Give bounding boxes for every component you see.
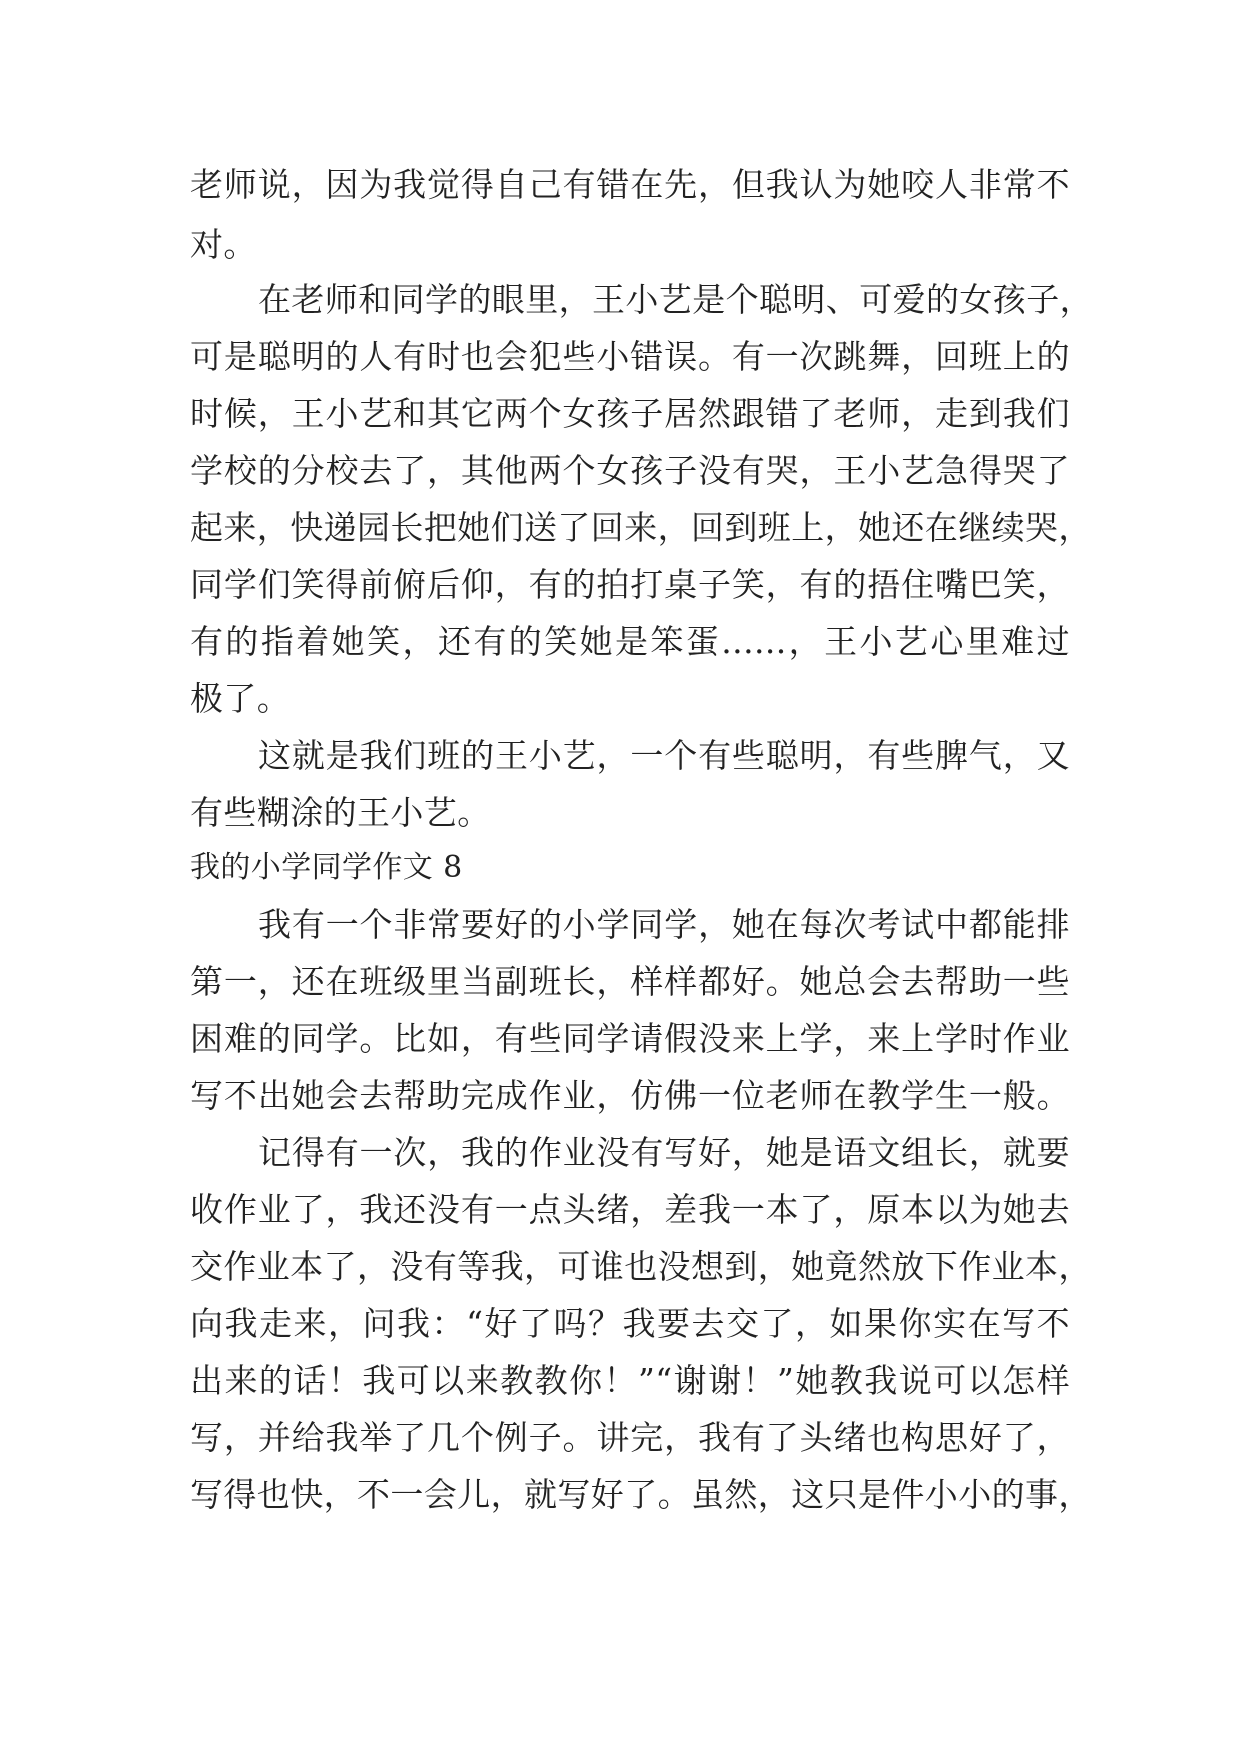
text-line: 收作业了，我还没有一点头绪，差我一本了，原本以为她去 xyxy=(190,1190,1070,1229)
text-line: 有的指着她笑，还有的笑她是笨蛋......，王小艺心里难过 xyxy=(190,622,1070,661)
text-line: 出来的话！我可以来教教你！”“谢谢！”她教我说可以怎样 xyxy=(190,1361,1070,1400)
text-line: 这就是我们班的王小艺，一个有些聪明，有些脾气，又 xyxy=(258,736,1070,775)
text-line: 学校的分校去了，其他两个女孩子没有哭，王小艺急得哭了 xyxy=(190,451,1070,490)
text-line: 时候，王小艺和其它两个女孩子居然跟错了老师，走到我们 xyxy=(190,394,1070,433)
text-line: 写不出她会去帮助完成作业，仿佛一位老师在教学生一般。 xyxy=(190,1076,1070,1115)
text-line: 困难的同学。比如，有些同学请假没来上学，来上学时作业 xyxy=(190,1019,1070,1058)
text-line: 有些糊涂的王小艺。 xyxy=(190,793,491,832)
text-line: 交作业本了，没有等我，可谁也没想到，她竟然放下作业本， xyxy=(190,1247,1092,1286)
section-heading: 我的小学同学作文 8 xyxy=(190,850,463,885)
text-line: 在老师和同学的眼里，王小艺是个聪明、可爱的女孩子， xyxy=(258,280,1093,319)
text-line: 对。 xyxy=(190,225,257,264)
text-line: 第一，还在班级里当副班长，样样都好。她总会去帮助一些 xyxy=(190,962,1070,1001)
text-line: 写，并给我举了几个例子。讲完，我有了头绪也构思好了， xyxy=(190,1418,1070,1457)
text-line: 写得也快，不一会儿，就写好了。虽然，这只是件小小的事， xyxy=(190,1475,1092,1514)
text-line: 可是聪明的人有时也会犯些小错误。有一次跳舞，回班上的 xyxy=(190,337,1070,376)
text-line: 向我走来，问我：“好了吗？我要去交了，如果你实在写不 xyxy=(190,1304,1070,1343)
text-line: 我有一个非常要好的小学同学，她在每次考试中都能排 xyxy=(258,905,1070,944)
text-line: 记得有一次，我的作业没有写好，她是语文组长，就要 xyxy=(258,1133,1070,1172)
text-line: 起来，快递园长把她们送了回来，回到班上，她还在继续哭， xyxy=(190,508,1092,547)
text-line: 老师说，因为我觉得自己有错在先，但我认为她咬人非常不 xyxy=(190,165,1070,204)
text-line: 同学们笑得前俯后仰，有的拍打桌子笑，有的捂住嘴巴笑， xyxy=(190,565,1070,604)
text-line: 极了。 xyxy=(190,679,291,718)
